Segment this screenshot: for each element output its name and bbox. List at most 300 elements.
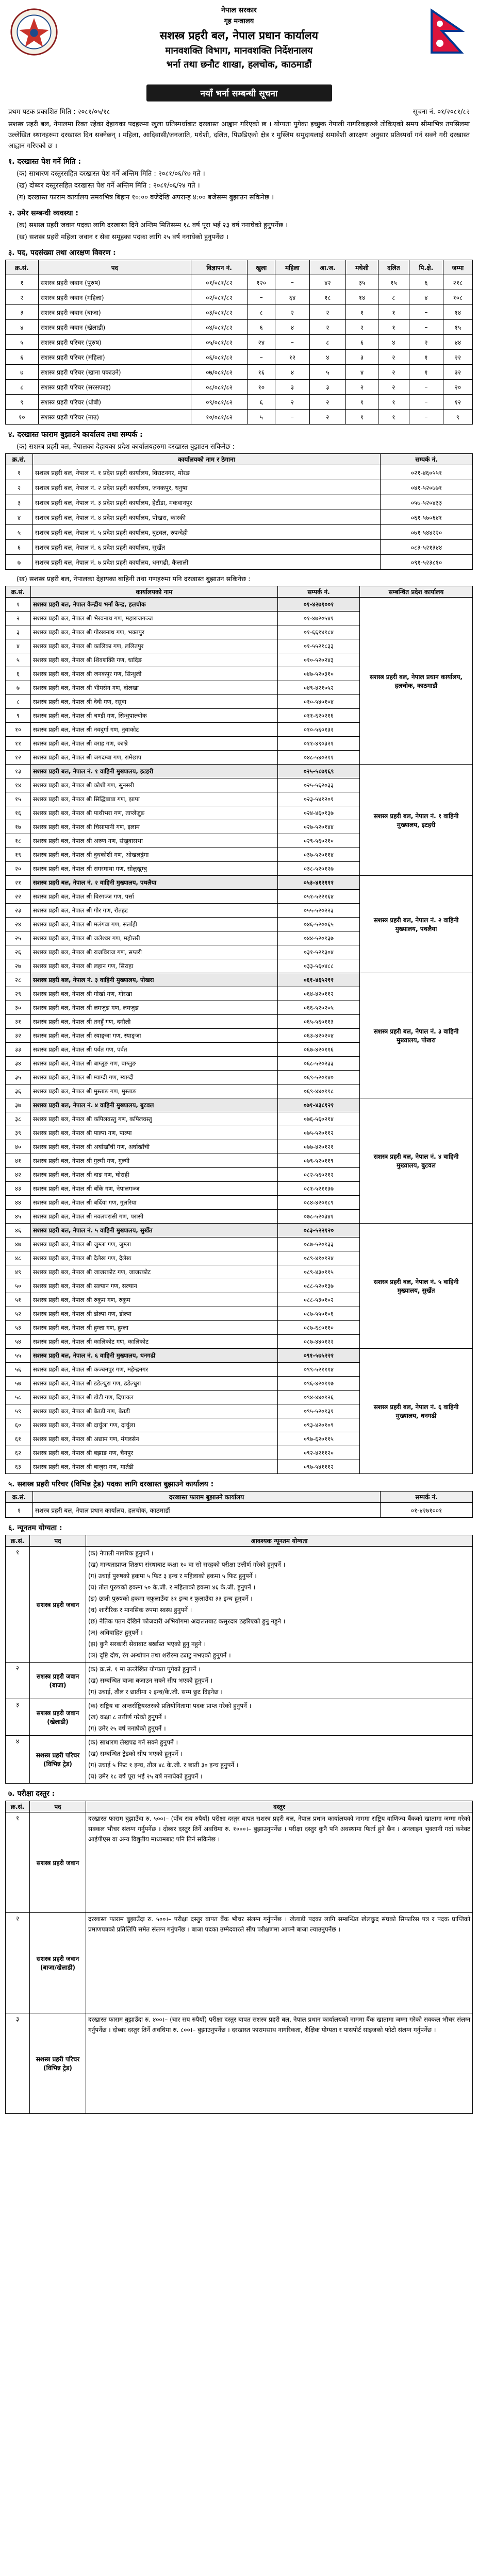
list-item: (ख) दोब्बर दस्तुरसहित दरखास्त पेश गर्ने अन्तिम मिति : २०८१/०६/२४ गते । — [17, 182, 200, 190]
table-row — [6, 1224, 473, 1238]
table-cell: सशस्त्र प्रहरी परिचर (धोबी) — [38, 395, 191, 410]
notice-header — [5, 4, 473, 81]
table-cell: ७ — [6, 681, 31, 695]
table-row — [6, 1098, 473, 1112]
table-cell: २ — [309, 395, 346, 410]
table-row — [6, 2013, 473, 2114]
column-header: पद — [30, 1801, 86, 1812]
column-header: पि.क्षे. — [409, 260, 443, 275]
table-cell: ३४ — [6, 1057, 31, 1071]
table-cell: ३९ — [6, 1126, 31, 1140]
fee-table — [5, 1801, 473, 2114]
table-cell: ११ — [6, 737, 31, 751]
table-cell: ६ — [6, 540, 33, 555]
table-cell: ०७/०८१/८२ — [191, 365, 247, 380]
table-cell: सशस्त्र प्रहरी बल, नेपाल श्री बैतडी गण, बैतडी — [31, 1404, 278, 1418]
table-row — [6, 1503, 473, 1518]
table-cell: सशस्त्र प्रहरी बल, नेपाल श्री जगदम्बा गण, रामेछाप — [31, 751, 278, 765]
table-cell: २८ — [6, 973, 31, 987]
table-cell: ३५ — [6, 1071, 31, 1084]
table-cell: ०३८-५२०१२७ — [278, 862, 360, 876]
table-cell: सशस्त्र प्रहरी बल, नेपाल श्री लहान गण, सिराहा — [31, 959, 278, 973]
table-cell: ४ — [6, 510, 33, 525]
table-cell: सशस्त्र प्रहरी बल, नेपाल श्री मलंगवा गण, सर्लाही — [31, 918, 278, 931]
table-cell: सशस्त्र प्रहरी बल, नेपाल श्री हुम्ला गण, हुम्ला — [31, 1321, 278, 1335]
table-cell: ०४६-५२००६५ — [278, 918, 360, 931]
table-cell: ०८२-५६०२१२ — [278, 1168, 360, 1182]
table-cell: २ — [409, 335, 443, 350]
table-cell: ५ — [248, 410, 275, 425]
column-header: मधेशी — [346, 260, 378, 275]
table-cell: ०७१-४३८१२१ — [278, 1098, 360, 1112]
application-centers-table — [5, 586, 473, 1474]
table-cell: ०२५-५८७१६९ — [278, 765, 360, 778]
table-cell: ०८१-५२११३७ — [278, 1182, 360, 1196]
table-cell: १५ — [6, 792, 31, 806]
table-cell: सशस्त्र प्रहरी बल, नेपाल श्री चिसापानी गण, इलाम — [31, 820, 278, 834]
table-cell: १६ — [6, 806, 31, 820]
table-row — [6, 480, 473, 495]
table-cell: ९ — [6, 395, 39, 410]
table-cell: ०८३-५२१३४४ — [381, 540, 473, 555]
province-offices-table — [5, 453, 473, 570]
organization-name: सशस्त्र प्रहरी बल, नेपाल प्रधान कार्यालय — [160, 29, 318, 42]
table-cell: सशस्त्र प्रहरी बल, नेपाल श्री बाग्लुङ गण, बाग्लुङ — [31, 1057, 278, 1071]
table-row — [6, 1663, 473, 1699]
qualification-cell — [86, 1663, 473, 1699]
table-cell: ०२७-५२०१४४ — [278, 820, 360, 834]
table-cell: ०६४-४२०११२ — [278, 987, 360, 1001]
table-header-row — [6, 260, 473, 275]
table-cell: १ — [346, 305, 378, 320]
notice-number: सूचना नं. ०१/२०८१/८२ — [413, 108, 470, 116]
table-row — [6, 1349, 473, 1363]
table-cell: ६ — [6, 350, 39, 365]
group-office-cell: सशस्त्र प्रहरी बल, नेपाल नं. ५ वाहिनी मुख्यालय, सुर्खेत — [360, 1224, 473, 1349]
table-cell: ०४१-५२०७७१ — [381, 480, 473, 495]
table-cell: सशस्त्र प्रहरी बल, नेपाल श्री दाङ गण, घोराही — [31, 1168, 278, 1182]
table-cell: ३५ — [346, 275, 378, 290]
table-cell: ०५७-५२०४३३ — [381, 495, 473, 510]
table-cell: ९ — [6, 709, 31, 723]
table-cell: १४ — [6, 778, 31, 792]
qualification-line: (ग) उमेर २५ वर्ष ननाघेको हुनुपर्ने । — [88, 1725, 166, 1732]
table-row — [6, 275, 473, 290]
table-cell: १४ — [346, 290, 378, 305]
table-cell: ६ — [6, 667, 31, 681]
table-cell: सशस्त्र प्रहरी बल, नेपाल नं. ७ प्रदेश प्रहरी कार्यालय, धनगढी, कैलाली — [33, 555, 381, 570]
column-header: पद — [38, 260, 191, 275]
table-cell: ०१०-५४०१०४ — [278, 695, 360, 709]
table-cell: ०६/०८१/८२ — [191, 350, 247, 365]
table-cell: सशस्त्र प्रहरी बल, नेपाल श्री पाल्पा गण, पाल्पा — [31, 1126, 278, 1140]
notice-title: नयाँ भर्ना सम्बन्धी सूचना — [146, 84, 332, 101]
table-cell: ०७७-४२०१२१ — [278, 1140, 360, 1154]
table-cell: सशस्त्र प्रहरी बल, नेपाल श्री दुधकोशी गण, ओखलढुंगा — [31, 848, 278, 862]
table-cell: सशस्त्र प्रहरी बल, नेपाल श्री स्याङ्जा गण, स्याङ्जा — [31, 1029, 278, 1043]
qualification-line: (ख) सम्बन्धित ट्रेडको सीप भएको हुनुपर्ने । — [88, 1750, 183, 1757]
table-cell: सशस्त्र प्रहरी बल, नेपाल श्री राजविराज गण, सप्तरी — [31, 945, 278, 959]
table-cell: सशस्त्र प्रहरी बल, नेपाल श्री भीमसेन गण, दोलखा — [31, 681, 278, 695]
table-cell: ०८९-४३०११५ — [278, 1265, 360, 1279]
nepal-emblem-icon — [9, 7, 59, 57]
group-office-cell: सशस्त्र प्रहरी बल, नेपाल नं. ३ वाहिनी मुख्यालय, पोखरा — [360, 973, 473, 1098]
qualification-table — [5, 1535, 473, 1784]
qualification-line: (ग) उचाई पुरुषको हकमा ५ फिट ३ इन्च र महिलाको हकमा ५ फिट हुनुपर्ने । — [88, 1572, 257, 1580]
government-label: नेपाल सरकार — [221, 6, 257, 14]
table-cell: सशस्त्र प्रहरी बल, नेपाल श्री अर्घाखाँची गण, अर्घाखाँची — [31, 1140, 278, 1154]
table-cell: सशस्त्र प्रहरी बल, नेपाल श्री जुम्ला गण, जुम्ला — [31, 1238, 278, 1251]
table-cell: सशस्त्र प्रहरी बल, नेपाल श्री दैलेख गण, दैलेख — [31, 1251, 278, 1265]
qualification-line: (ग) उचाई, तौल र छातीमा २ इन्च/के.जी. सम्म छुट दिइनेछ । — [88, 1688, 223, 1696]
table-cell: सशस्त्र प्रहरी बल, नेपाल श्री डोटी गण, दिपायल — [31, 1391, 278, 1404]
section-heading: ७. परीक्षा दस्तुर : — [8, 1790, 55, 1798]
column-header: विज्ञापन नं. — [191, 260, 247, 275]
table-cell: ०८४-४२०१८९ — [278, 1196, 360, 1210]
table-cell: ०११-६२०२१६ — [278, 709, 360, 723]
qualification-cell — [86, 1699, 473, 1736]
table-cell: ६४ — [275, 290, 309, 305]
table-cell: ०९१-५२३८१० — [381, 555, 473, 570]
posts-table — [5, 260, 473, 425]
table-cell: सशस्त्र प्रहरी बल, नेपाल श्री सगरमाथा गण, सोलुखुम्बु — [31, 862, 278, 876]
table-cell: ६१ — [6, 1432, 31, 1446]
table-cell: ०११-४९०३२१ — [278, 737, 360, 751]
table-cell: ०७६-५६०२१४ — [278, 1112, 360, 1126]
post-name-cell: सशस्त्र प्रहरी परिचर (विभिन्न ट्रेड) — [30, 1736, 86, 1784]
column-header: आवश्यक न्यूनतम योग्यता — [86, 1535, 473, 1547]
qualification-line: (ङ) छाती पुरुषको हकमा नफुलाउँदा ३१ इन्च र फुलाउँदा ३३ इन्च हुनुपर्ने । — [88, 1595, 253, 1602]
table-cell: ५३ — [6, 1321, 31, 1335]
table-cell: ६२ — [6, 1446, 31, 1460]
table-cell: २ — [6, 1663, 30, 1699]
table-cell: सशस्त्र प्रहरी जवान (खेलाडी) — [38, 320, 191, 335]
table-cell: १० — [6, 410, 39, 425]
post-name-cell: सशस्त्र प्रहरी परिचर (विभिन्न ट्रेड) — [30, 2013, 86, 2114]
post-name-cell: सशस्त्र प्रहरी जवान (खेलाडी) — [30, 1699, 86, 1736]
column-header: दस्तुर — [86, 1801, 473, 1812]
column-header: सम्पर्क नं. — [381, 454, 473, 465]
table-cell: ३२ — [6, 1029, 31, 1043]
table-cell: १७ — [6, 820, 31, 834]
table-cell: ६ — [248, 320, 275, 335]
table-cell: ०८/०८१/८२ — [191, 380, 247, 395]
attendant-office-table — [5, 1491, 473, 1518]
post-name-cell: सशस्त्र प्रहरी जवान — [30, 1812, 86, 1913]
group-office-cell: सशस्त्र प्रहरी बल, नेपाल नं. १ वाहिनी मुख्यालय, इटहरी — [360, 765, 473, 876]
table-cell: ०६३-४२०२०४ — [278, 1029, 360, 1043]
table-cell: ५१ — [6, 1293, 31, 1307]
table-cell: ४१ — [6, 1154, 31, 1168]
table-cell: १९ — [6, 848, 31, 862]
table-cell: ०६७-४२०११६ — [278, 1043, 360, 1057]
table-cell: ७ — [6, 555, 33, 570]
table-cell: ३ — [6, 305, 39, 320]
section-heading: ३. पद, पदसंख्या तथा आरक्षण विवरण : — [8, 249, 116, 257]
table-cell: सशस्त्र प्रहरी बल, नेपाल श्री कालिकोट गण, कालिकोट — [31, 1335, 278, 1349]
table-cell: ०९७-५४१११२ — [278, 1460, 360, 1474]
table-cell: २ — [378, 350, 409, 365]
table-cell: ६ — [248, 395, 275, 410]
table-cell: ०७९-५२०११९ — [278, 1154, 360, 1168]
table-cell: सशस्त्र प्रहरी बल, नेपाल नं. २ प्रदेश प्रहरी कार्यालय, जनकपुर, धनुषा — [33, 480, 381, 495]
table-cell: सशस्त्र प्रहरी बल, नेपाल श्री गोरखनाथ गण, भक्तपुर — [31, 625, 278, 639]
table-cell: सशस्त्र प्रहरी बल, नेपाल श्री रुकुम गण, रुकुम — [31, 1293, 278, 1307]
table-cell: ८ — [6, 695, 31, 709]
table-row — [6, 1547, 473, 1663]
table-cell: ०२/०८१/८२ — [191, 290, 247, 305]
table-cell: ४८ — [6, 1251, 31, 1265]
table-cell: २ — [6, 612, 31, 625]
table-cell: ८ — [309, 335, 346, 350]
fee-text-cell: दरखास्त फाराम बुझाउँदा रु. ५००।– (पाँच सय रुपैयाँ) परीक्षा दस्तुर बापत सशस्त्र प्रहरी बल, नेपाल प्रधान कार्यालयको नाममा राष्ट्रिय वाणिज्य बैंकको खातामा जम्मा गरेको सक्कल भौचर संलग्न गर्नुपर्नेछ । दोब्बर दस्तुर तिर्ने अवधिमा रु. १०००।– बुझाउनुपर्नेछ । परीक्षा दस्तुर कुनै पनि अवस्थामा फिर्ता हुने छैन । अनलाइन भुक्तानी गर्दा कनेक्ट आईपीएस वा अन्य विद्युतीय माध्यमबाट पनि तिर्न सकिनेछ । — [86, 1812, 473, 1913]
table-cell: ६० — [6, 1418, 31, 1432]
table-cell: २ — [309, 320, 346, 335]
table-cell: १०८ — [443, 290, 472, 305]
column-header: आ.ज. — [309, 260, 346, 275]
table-cell: ०१/०८१/८२ — [191, 275, 247, 290]
table-cell: ५६ — [6, 1363, 31, 1377]
table-cell: ०१-४७२०५४१ — [278, 612, 360, 625]
table-cell: सशस्त्र प्रहरी बल, नेपाल केन्द्रीय भर्ना केन्द्र, हलचोक — [31, 598, 278, 612]
table-cell: सशस्त्र प्रहरी बल, नेपाल श्री बाँके गण, नेपालगञ्ज — [31, 1182, 278, 1196]
table-cell: ६ — [409, 275, 443, 290]
table-cell: ६ — [346, 335, 378, 350]
table-row — [6, 525, 473, 540]
table-row — [6, 290, 473, 305]
table-cell: २५ — [6, 931, 31, 945]
table-cell: २ — [6, 1913, 30, 2013]
table-cell: १ — [6, 1503, 33, 1518]
table-cell: सशस्त्र प्रहरी बल, नेपाल श्री शिवशक्ति गण, धादिङ — [31, 653, 278, 667]
table-cell: सशस्त्र प्रहरी बल, नेपाल श्री डडेल्धुरा गण, डडेल्धुरा — [31, 1377, 278, 1391]
table-cell: ०३३-५६०४८८ — [278, 959, 360, 973]
table-cell: ०८७-६८०११० — [278, 1321, 360, 1335]
qualification-line: (ख) कक्षा ८ उत्तीर्ण गरेको हुनुपर्ने । — [88, 1714, 166, 1721]
table-cell: ४३ — [6, 1182, 31, 1196]
table-cell: ०८७-५२०१३३ — [278, 1238, 360, 1251]
table-row — [6, 495, 473, 510]
table-row — [6, 320, 473, 335]
table-cell: सशस्त्र प्रहरी बल, नेपाल श्री गौर गण, रौतहट — [31, 904, 278, 918]
table-cell: ४४ — [6, 1196, 31, 1210]
ministry-label: गृह मन्त्रालय — [224, 18, 254, 25]
table-cell: ४ — [409, 290, 443, 305]
table-cell: सशस्त्र प्रहरी बल, नेपाल श्री कञ्चनपुर गण, महेन्द्रनगर — [31, 1363, 278, 1377]
column-header: महिला — [275, 260, 309, 275]
nepal-flag-icon — [430, 8, 466, 55]
table-cell: सशस्त्र प्रहरी परिचर (महिला) — [38, 350, 191, 365]
table-cell: ४ — [275, 320, 309, 335]
table-cell: ०३१-५२१३०४ — [278, 945, 360, 959]
table-cell: १० — [248, 380, 275, 395]
table-cell: ४ — [309, 350, 346, 365]
table-row — [6, 380, 473, 395]
table-cell: २ — [378, 365, 409, 380]
list-item: (क) साधारण दस्तुरसहित दरखास्त पेश गर्ने अन्तिम मिति : २०८१/०६/१७ गते । — [17, 170, 205, 178]
post-name-cell: सशस्त्र प्रहरी जवान — [30, 1547, 86, 1663]
table-cell: ०८९-४१०१२४ — [278, 1251, 360, 1265]
group-office-cell: सशस्त्र प्रहरी बल, नेपाल नं. ६ वाहिनी मुख्यालय, धनगढी — [360, 1349, 473, 1474]
table-cell: ०९५-५२०१३१ — [278, 1404, 360, 1418]
table-cell: सशस्त्र प्रहरी बल, नेपाल श्री कपिलवस्तु गण, कपिलवस्तु — [31, 1112, 278, 1126]
table-cell: ०६९-४४०११८ — [278, 1084, 360, 1098]
table-cell: – — [409, 320, 443, 335]
table-cell: सशस्त्र प्रहरी बल, नेपाल श्री सिद्धिबाबा गण, झापा — [31, 792, 278, 806]
table-cell: ४४ — [443, 335, 472, 350]
section-heading: २. उमेर सम्बन्धी व्यवस्था : — [8, 209, 79, 217]
table-cell: ०५५-५२०२२३ — [278, 904, 360, 918]
table-cell: २ — [309, 410, 346, 425]
table-header-row — [6, 586, 473, 598]
table-row — [6, 540, 473, 555]
table-cell: ०९१-५७५२२१ — [278, 1349, 360, 1363]
table-row — [6, 510, 473, 525]
table-cell: सशस्त्र प्रहरी बल, नेपाल श्री जनकपुर गण, सिन्धुली — [31, 667, 278, 681]
table-cell: सशस्त्र प्रहरी परिचर (सरसफाइ) — [38, 380, 191, 395]
table-cell: ०२१-४६०५५१ — [381, 465, 473, 480]
table-row — [6, 765, 473, 778]
table-row — [6, 555, 473, 570]
table-cell: ०४८-५४०२११ — [278, 751, 360, 765]
table-cell: ०४७-५२०३१० — [278, 667, 360, 681]
table-cell: ०६९-५२०१४० — [278, 1071, 360, 1084]
table-cell: ५ — [6, 525, 33, 540]
section-heading: ४. दरखास्त फाराम बुझाउने कार्यालय तथा सम्पर्क : — [8, 431, 143, 439]
table-cell: ६३ — [6, 1460, 31, 1474]
table-cell: सशस्त्र प्रहरी बल, नेपाल श्री डोल्पा गण, डोल्पा — [31, 1307, 278, 1321]
column-header: क्र.सं. — [6, 1535, 30, 1547]
table-cell: ०२४-४६०१३७ — [278, 806, 360, 820]
table-cell: ५ — [6, 653, 31, 667]
column-header: क्र.सं. — [6, 454, 33, 465]
table-cell: सशस्त्र प्रहरी बल, नेपाल श्री लमजुङ गण, लमजुङ — [31, 1001, 278, 1015]
table-cell: ८ — [378, 290, 409, 305]
qualification-line: (ख) मान्यताप्राप्त शिक्षण संस्थाबाट कक्षा १० वा सो सरहको परीक्षा उत्तीर्ण गरेको हुनुपर्ने । — [88, 1561, 286, 1568]
table-cell: १ — [409, 365, 443, 380]
table-cell: १ — [6, 598, 31, 612]
table-cell: १ — [346, 395, 378, 410]
post-name-cell: सशस्त्र प्रहरी जवान (बाजा/खेलाडी) — [30, 1913, 86, 2013]
group-office-cell: सशस्त्र प्रहरी बल, नेपाल नं. २ वाहिनी मुख्यालय, पथलैया — [360, 876, 473, 973]
table-cell: ३ — [6, 625, 31, 639]
table-cell: २ — [309, 305, 346, 320]
table-cell: सशस्त्र प्रहरी बल, नेपाल प्रधान कार्यालय, हलचोक, काठमाडौं — [33, 1503, 381, 1518]
table-cell: ०८८-५३०१०२ — [278, 1293, 360, 1307]
table-cell: १६ — [248, 365, 275, 380]
table-cell: ३ — [346, 350, 378, 365]
table-cell: सशस्त्र प्रहरी बल, नेपाल श्री नवदुर्गा गण, नुवाकोट — [31, 723, 278, 737]
table-row — [6, 465, 473, 480]
table-cell: २ — [6, 480, 33, 495]
published-date: प्रथम पटक प्रकाशित मिति : २०८१/०५/१८ — [8, 108, 110, 116]
table-cell: सशस्त्र प्रहरी बल, नेपाल श्री कोशी गण, सुनसरी — [31, 778, 278, 792]
table-cell: ४० — [6, 1140, 31, 1154]
qualification-line: (ज) अविवाहित हुनुपर्ने । — [88, 1629, 143, 1636]
column-header: दलित — [378, 260, 409, 275]
table-cell: ४ — [6, 1736, 30, 1784]
table-cell: ०७१-५४४२२० — [381, 525, 473, 540]
table-cell: सशस्त्र प्रहरी बल, नेपाल श्री जाजरकोट गण, जाजरकोट — [31, 1265, 278, 1279]
table-cell: सशस्त्र प्रहरी बल, नेपाल श्री देवी गण, रसुवा — [31, 695, 278, 709]
table-header-row — [6, 1535, 473, 1547]
table-cell: सशस्त्र प्रहरी बल, नेपाल श्री नवलपरासी गण, परासी — [31, 1210, 278, 1224]
column-header: पद — [30, 1535, 86, 1547]
table-header-row — [6, 1801, 473, 1812]
table-cell: ०१-५५२१८३३ — [278, 639, 360, 653]
table-cell: ५९ — [6, 1404, 31, 1418]
table-cell: २ — [378, 380, 409, 395]
table-cell: ०९२-४२११२० — [278, 1446, 360, 1460]
table-cell: सशस्त्र प्रहरी बल, नेपाल नं. २ वाहिनी मुख्यालय, पथलैया — [31, 876, 278, 890]
list-item: (ख) सशस्त्र प्रहरी महिला जवान र सेवा समूहका पदका लागि २५ वर्ष ननाघेको हुनुपर्नेछ । — [17, 233, 229, 241]
table-cell: – — [409, 380, 443, 395]
table-cell: ५४ — [6, 1335, 31, 1349]
table-cell: २१८ — [443, 275, 472, 290]
table-cell: ०६५-५६०११३ — [278, 1015, 360, 1029]
table-cell: सशस्त्र प्रहरी परिचर (खाना पकाउने) — [38, 365, 191, 380]
table-cell: सशस्त्र प्रहरी बल, नेपाल श्री मुस्ताङ गण, मुस्ताङ — [31, 1084, 278, 1098]
table-cell: १ — [6, 275, 39, 290]
qualification-line: (च) शारीरिक र मानसिक रुपमा स्वस्थ हुनुपर्ने । — [88, 1606, 192, 1614]
table-cell: १२ — [6, 751, 31, 765]
table-cell: ३ — [6, 495, 33, 510]
table-cell: ०१-४२७१००१ — [278, 598, 360, 612]
table-cell: ३१ — [6, 1015, 31, 1029]
table-cell: सशस्त्र प्रहरी परिचर (नाउ) — [38, 410, 191, 425]
table-cell: १८ — [309, 290, 346, 305]
table-row — [6, 876, 473, 890]
table-cell: सशस्त्र प्रहरी बल, नेपाल नं. ५ वाहिनी मुख्यालय, सुर्खेत — [31, 1224, 278, 1238]
table-cell: ०८८-५२०१३७ — [278, 1279, 360, 1293]
qualification-line: (छ) नैतिक पतन देखिने फौजदारी अभियोगमा अदालतबाट कसुरदार ठहरिएको हुनु नहुने । — [88, 1618, 286, 1625]
table-row — [6, 1913, 473, 2013]
table-cell: ०८७-५५०१०६ — [278, 1307, 360, 1321]
table-cell: सशस्त्र प्रहरी बल, नेपाल नं. ३ प्रदेश प्रहरी कार्यालय, हेटौंडा, मकवानपुर — [33, 495, 381, 510]
column-header: क्र.सं. — [6, 586, 31, 598]
table-cell: ४ — [378, 335, 409, 350]
table-cell: सशस्त्र प्रहरी बल, नेपाल श्री विरगञ्ज गण, पर्सा — [31, 890, 278, 904]
section-heading: ६. न्यूनतम योग्यता : — [8, 1524, 62, 1532]
table-cell: सशस्त्र प्रहरी जवान (बाजा) — [38, 305, 191, 320]
table-cell: ०१-४२७१००१ — [381, 1503, 473, 1518]
column-header: क्र.सं. — [6, 1492, 33, 1503]
table-cell: ०२३-५४१२०१ — [278, 792, 360, 806]
table-cell: सशस्त्र प्रहरी बल, नेपाल श्री चण्डी गण, सिन्धुपाल्चोक — [31, 709, 278, 723]
table-cell: सशस्त्र प्रहरी बल, नेपाल श्री अरुण गण, संखुवासभा — [31, 834, 278, 848]
table-cell: २२ — [6, 890, 31, 904]
table-row — [6, 410, 473, 425]
table-cell: ०८३-५२२१२० — [278, 1224, 360, 1238]
qualification-line: (ञ) दृष्टि दोष, रंग अन्धोपन तथा शरीरमा ट्याटु नभएको हुनुपर्ने । — [88, 1652, 231, 1659]
section-note: (क) सशस्त्र प्रहरी बल, नेपालका देहायका प्रदेश कार्यालयहरुमा दरखास्त बुझाउन सकिनेछ : — [17, 443, 235, 451]
column-header: सम्पर्क नं. — [278, 586, 360, 598]
table-cell: ०९६-४२०११७ — [278, 1377, 360, 1391]
table-cell: ४५ — [6, 1210, 31, 1224]
table-cell: ०४/०८१/८२ — [191, 320, 247, 335]
table-cell: – — [275, 275, 309, 290]
qualification-line: (ग) उचाई ५ फिट १ इन्च, तौल ४८ के.जी. र छाती ३० इन्च हुनुपर्ने । — [88, 1761, 239, 1769]
table-cell: सशस्त्र प्रहरी बल, नेपाल श्री कालिका गण, ललितपुर — [31, 639, 278, 653]
table-cell: सशस्त्र प्रहरी बल, नेपाल नं. ४ प्रदेश प्रहरी कार्यालय, पोखरा, कास्की — [33, 510, 381, 525]
table-cell: ०९४-४४०१२६ — [278, 1391, 360, 1404]
table-cell: ५७ — [6, 1377, 31, 1391]
table-cell: सशस्त्र प्रहरी बल, नेपाल श्री बझाङ गण, चैनपुर — [31, 1446, 278, 1460]
table-cell: ३० — [6, 1001, 31, 1015]
post-name-cell: सशस्त्र प्रहरी जवान (बाजा) — [30, 1663, 86, 1699]
table-cell: २ — [346, 380, 378, 395]
column-header: दरखास्त फाराम बुझाउने कार्यालय — [33, 1492, 381, 1503]
